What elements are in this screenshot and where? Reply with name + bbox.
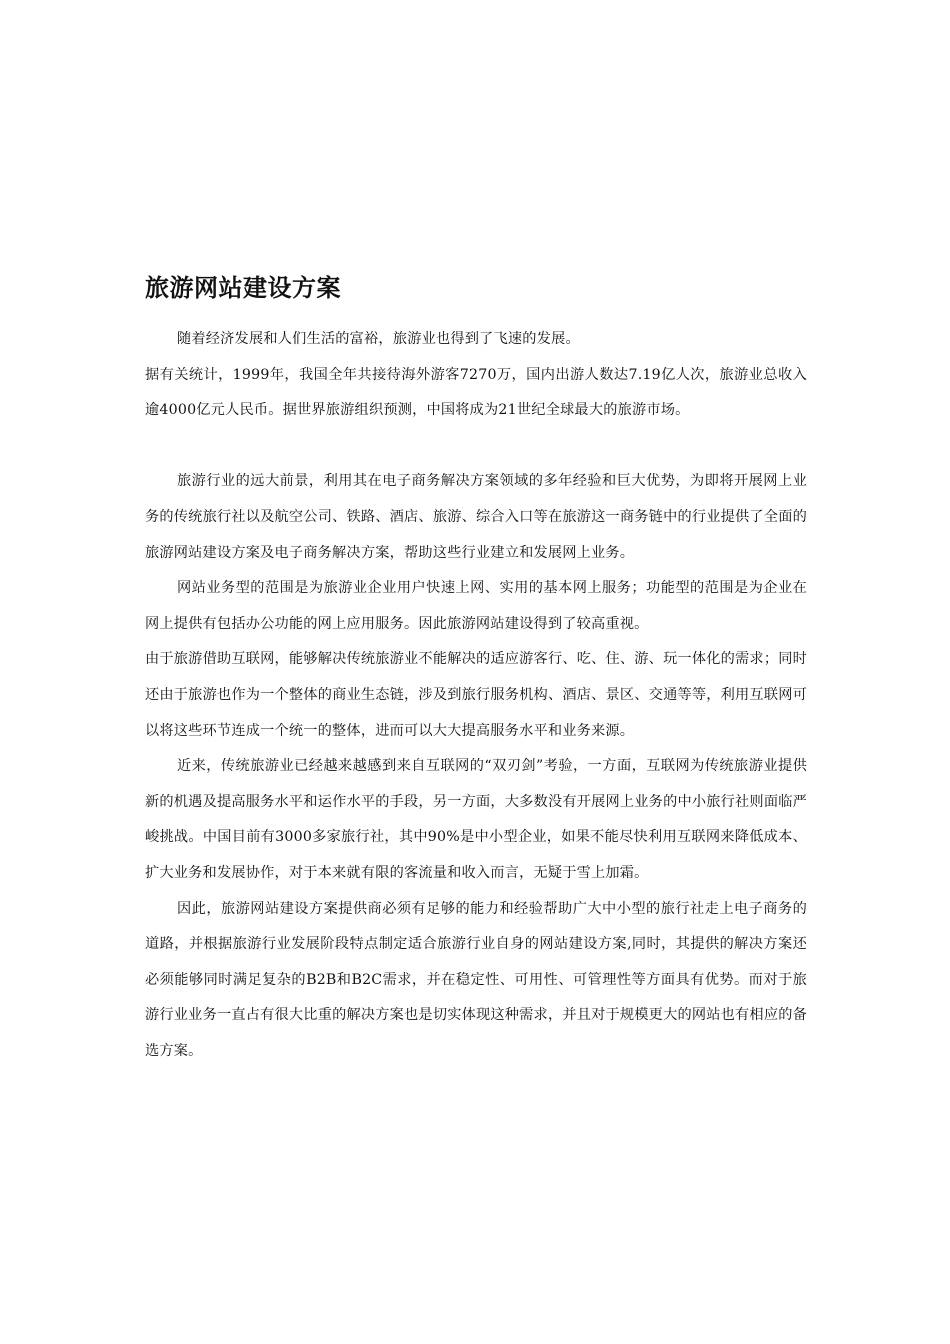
paragraph-prospects: 旅游行业的远大前景，利用其在电子商务解决方案领域的多年经验和巨大优势，为即将开展网上业务的传统旅行社以及航空公司、铁路、酒店、旅游、综合入口等在旅游这一商务链中的行业提供了全面的旅游网站建设方案及电子商务解决方案，帮助这些行业建立和发展网上业务。 [145,473,807,561]
paragraph-internet-benefits: 由于旅游借助互联网，能够解决传统旅游业不能解决的适应游客行、吃、住、游、玩一体化的需求；同时还由于旅游也作为一个整体的商业生态链，涉及到旅行服务机构、酒店、景区、交通等等，利用互联网可以将这些环节连成一个统一的整体，进而可以大大提高服务水平和业务来源。 [145,651,807,739]
paragraph-statistics: 据有关统计，1999年，我国全年共接待海外游客7270万，国内出游人数达7.19亿人次，旅游业总收入逾4000亿元人民币。据世界旅游组织预测，中国将成为21世纪全球最大的旅游市场。 [145,366,807,419]
paragraph-conclusion: 因此，旅游网站建设方案提供商必须有足够的能力和经验帮助广大中小型的旅行社走上电子商务的道路，并根据旅游行业发展阶段特点制定适合旅游行业自身的网站建设方案,同时，其提供的解决方案还必须能够同时满足复杂的B2B和B2C需求，并在稳定性、可用性、可管理性等方面具有优势。而对于旅游行业业务一直占有很大比重的解决方案也是切实体现这种需求，并且对于规模更大的网站也有相应的备选方案。 [145,900,807,1059]
paragraph-challenges: 近来，传统旅游业已经越来越感到来自互联网的“双刃剑”考验，一方面，互联网为传统旅游业提供新的机遇及提高服务水平和运作水平的手段，另一方面，大多数没有开展网上业务的中小旅行社则面临严峻挑战。中国目前有3000多家旅行社，其中90%是中小型企业，如果不能尽快利用互联网来降低成本、扩大业务和发展协作，对于本来就有限的客流量和收入而言，无疑于雪上加霜。 [145,758,807,881]
document-body [145,322,807,1069]
paragraph-intro: 随着经济发展和人们生活的富裕，旅游业也得到了飞速的发展。 [177,331,580,347]
paragraph-spacer [145,429,807,465]
document-title: 旅游网站建设方案 [145,273,341,302]
paragraph-website-types: 网站业务型的范围是为旅游业企业用户快速上网、实用的基本网上服务；功能型的范围是为企业在网上提供有包括办公功能的网上应用服务。因此旅游网站建设得到了较高重视。 [145,580,807,632]
